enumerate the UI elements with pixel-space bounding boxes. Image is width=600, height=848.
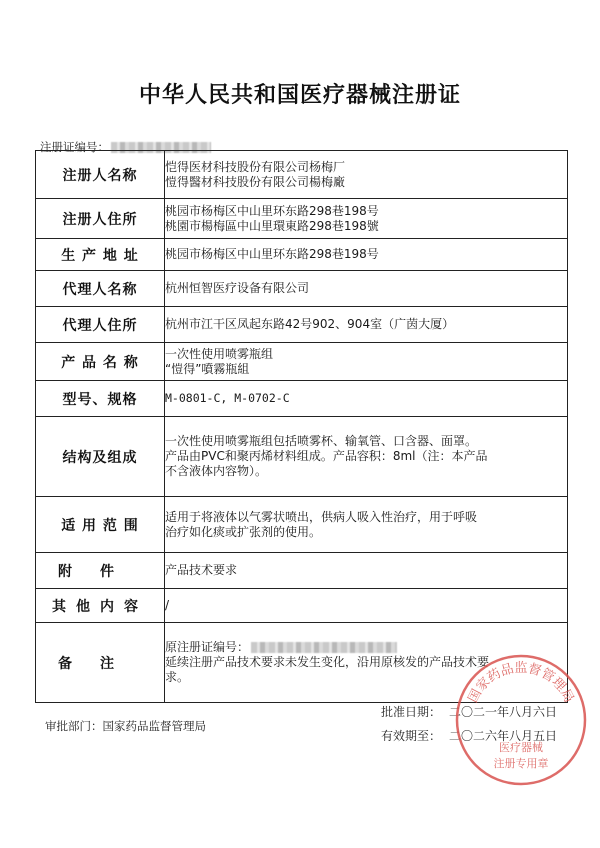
registrant-address-traditional: 桃園市楊梅區中山里環東路298巷198號 <box>165 218 379 233</box>
value-model-spec: M-0801-C, M-0702-C <box>165 381 568 417</box>
label-structure: 结构及组成 <box>36 417 165 497</box>
document-title: 中华人民共和国医疗器械注册证 <box>138 83 461 108</box>
row-structure <box>36 417 568 497</box>
row-agent-name <box>36 271 568 307</box>
row-attachment <box>36 553 568 589</box>
approval-date-label: 批准日期： <box>381 705 442 719</box>
label-agent-address: 代理人住所 <box>36 307 165 343</box>
value-agent-address: 杭州市江干区凤起东路42号902、904室（广茵大厦） <box>165 307 568 343</box>
label-agent-name: 代理人名称 <box>36 271 165 307</box>
label-remarks: 备注 <box>36 623 165 703</box>
seal-line-1: 医疗器械 <box>499 741 543 754</box>
value-structure <box>165 417 568 497</box>
row-product-name <box>36 343 568 381</box>
valid-until-value: 二〇二六年八月五日 <box>449 729 558 743</box>
registration-number-label: 注册证编号： <box>40 140 109 154</box>
redacted-original-number <box>251 642 397 653</box>
valid-until-label: 有效期至： <box>381 729 442 743</box>
label-other: 其他内容 <box>36 589 165 623</box>
label-production-address: 生 产 地 址 <box>36 239 165 271</box>
label-product-name: 产 品 名 称 <box>36 343 165 381</box>
row-registrant-address <box>36 199 568 239</box>
row-registrant-name <box>36 151 568 199</box>
row-other <box>36 589 568 623</box>
label-registrant-address: 注册人住所 <box>36 199 165 239</box>
official-seal-icon <box>451 650 591 790</box>
label-attachment: 附件 <box>36 553 165 589</box>
value-registrant-address <box>165 199 568 239</box>
product-name-simplified: 一次性使用喷雾瓶组 <box>165 346 274 361</box>
registrant-name-traditional: 愷得醫材科技股份有限公司楊梅廠 <box>165 174 346 189</box>
product-name-traditional: “愷得”噴霧瓶組 <box>165 361 250 376</box>
scope-line-2: 治疗如化痰或扩张剂的使用。 <box>165 524 322 539</box>
remarks-original-number: 原注册证编号： <box>165 640 567 655</box>
value-attachment: 产品技术要求 <box>165 553 568 589</box>
value-other: / <box>165 589 568 623</box>
registrant-name-simplified: 恺得医材科技股份有限公司杨梅厂 <box>165 159 346 174</box>
label-registrant-name: 注册人名称 <box>36 151 165 199</box>
value-product-name <box>165 343 568 381</box>
remarks-line-2: 延续注册产品技术要求未发生变化，沿用原核发的产品技术要 <box>165 655 490 669</box>
registrant-address-simplified: 桃园市杨梅区中山里环东路298巷198号 <box>165 203 379 218</box>
approval-date-value: 二〇二一年八月六日 <box>449 705 558 719</box>
row-scope <box>36 497 568 553</box>
structure-line-3: 不含液体内容物）。 <box>165 464 268 478</box>
structure-line-2: 产品由PVC和聚丙烯材料组成。产品容积：8ml（注：本产品 <box>165 449 488 463</box>
label-model-spec: 型号、规格 <box>36 381 165 417</box>
value-scope <box>165 497 568 553</box>
value-registrant-name <box>165 151 568 199</box>
value-production-address: 桃园市杨梅区中山里环东路298巷198号 <box>165 239 568 271</box>
registration-table <box>35 150 568 703</box>
row-production-address <box>36 239 568 271</box>
structure-line-1: 一次性使用喷雾瓶组包括喷雾杯、输氧管、口含器、面罩。 <box>165 434 478 448</box>
approval-department: 审批部门：国家药品监督管理局 <box>45 719 206 733</box>
row-agent-address <box>36 307 568 343</box>
value-agent-name: 杭州恒智医疗设备有限公司 <box>165 271 568 307</box>
scope-line-1: 适用于将液体以气雾状喷出，供病人吸入性治疗，用于呼吸 <box>165 509 478 524</box>
seal-top-text: 国家药品监督管理局 <box>465 661 577 706</box>
seal-line-2: 注册专用章 <box>493 757 549 770</box>
label-scope: 适 用 范 围 <box>36 497 165 553</box>
remarks-line-3: 求。 <box>165 670 190 684</box>
row-model-spec <box>36 381 568 417</box>
